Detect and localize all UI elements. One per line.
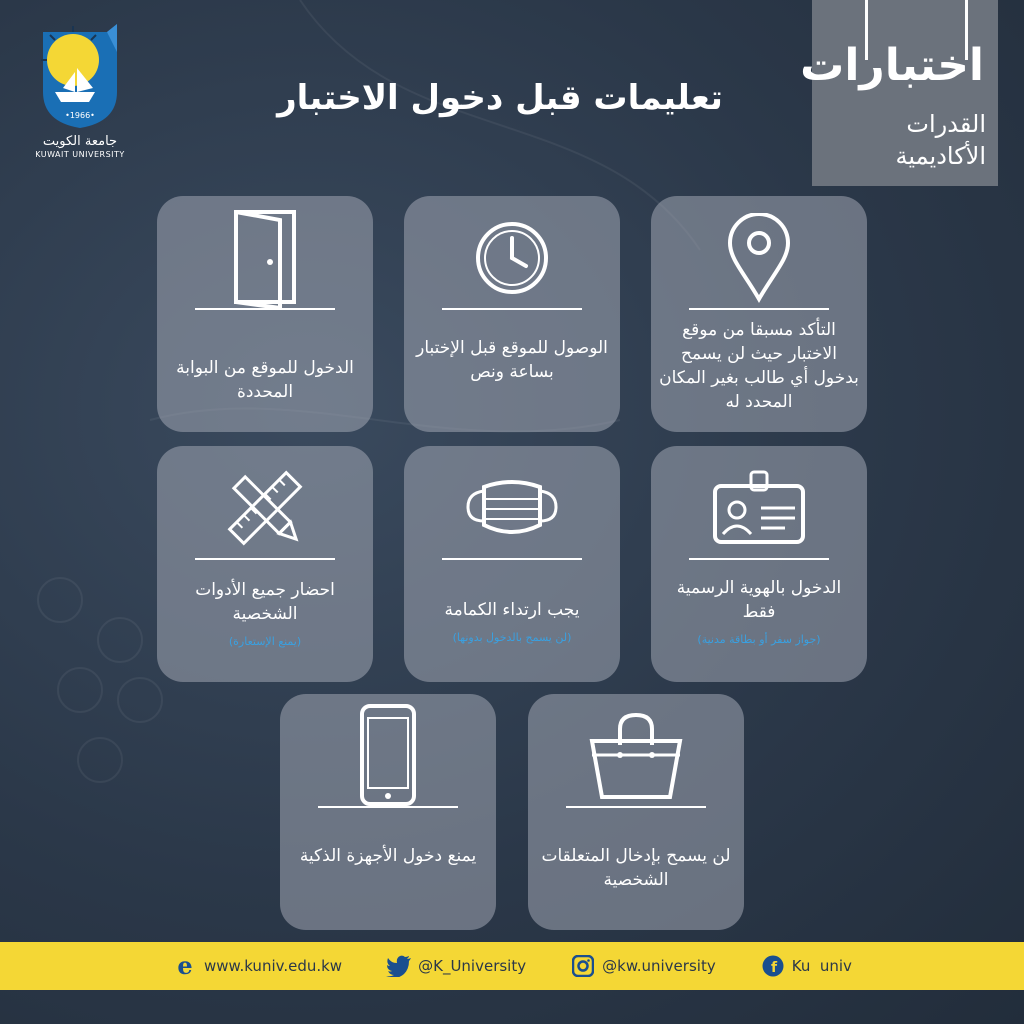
handbag-icon xyxy=(586,711,686,801)
card-divider xyxy=(195,558,335,560)
svg-text:f: f xyxy=(770,960,777,976)
card-note: (لن يسمح بالدخول بدونها) xyxy=(452,631,572,644)
corner-title: اختبارات xyxy=(800,40,984,91)
card-divider xyxy=(442,558,582,560)
instruction-card-mask xyxy=(404,446,620,682)
instagram-icon xyxy=(572,955,594,977)
smartphone-icon xyxy=(358,704,418,808)
card-divider xyxy=(689,308,829,310)
instruction-card-location xyxy=(651,196,867,432)
logo-year: •1966• xyxy=(65,111,95,120)
internet-explorer-icon xyxy=(172,953,198,979)
twitter-icon xyxy=(386,955,412,977)
footer-instagram[interactable] xyxy=(570,953,716,979)
aptitude-tests-box xyxy=(800,0,998,186)
svg-text:e: e xyxy=(177,953,193,979)
footer-website[interactable] xyxy=(172,953,342,979)
clock-icon xyxy=(472,218,552,298)
facebook-handle[interactable]: Ku univ xyxy=(791,957,852,975)
page-title: تعليمات قبل دخول الاختبار xyxy=(277,78,723,118)
facebook-icon xyxy=(762,955,784,977)
card-text: التأكد مسبقا من موقع الاختبار حيث لن يسمح بدخول أي طالب بغير المكان المحدد له xyxy=(659,320,859,412)
footer-bar xyxy=(0,942,1024,990)
face-mask-icon xyxy=(462,473,562,543)
university-emblem-icon xyxy=(35,22,125,130)
id-card-icon xyxy=(711,468,807,548)
card-text: لن يسمح بإدخال المتعلقات الشخصية xyxy=(541,846,731,890)
instruction-card-belongings xyxy=(528,694,744,930)
instruction-card-arrival xyxy=(404,196,620,432)
footer-twitter[interactable] xyxy=(386,953,526,979)
card-text: الوصول للموقع قبل الإختبار بساعة ونص xyxy=(416,338,608,382)
card-text: يمنع دخول الأجهزة الذكية xyxy=(299,846,477,866)
pencil-ruler-icon xyxy=(215,460,315,556)
logo-english-name: KUWAIT UNIVERSITY xyxy=(35,150,125,159)
instruction-card-gate xyxy=(157,196,373,432)
instagram-handle[interactable]: @kw.university xyxy=(602,957,716,975)
corner-subtitle-2: الأكاديمية xyxy=(895,142,986,170)
card-divider xyxy=(442,308,582,310)
corner-subtitle-1: القدرات xyxy=(906,110,986,138)
twitter-handle[interactable]: @K_University xyxy=(418,957,527,975)
location-pin-icon xyxy=(724,213,794,303)
instruction-card-id xyxy=(651,446,867,682)
door-icon xyxy=(230,208,300,308)
instruction-card-tools xyxy=(157,446,373,682)
card-text: الدخول بالهوية الرسمية فقط (جواز سفر أو بطاقة مدنية) xyxy=(659,576,859,652)
card-note: (يمنع الإستعارة) xyxy=(228,635,302,648)
card-text: الدخول للموقع من البوابة المحددة xyxy=(176,358,354,402)
instruction-card-devices xyxy=(280,694,496,930)
card-divider xyxy=(195,308,335,310)
card-divider xyxy=(318,806,458,808)
kuwait-university-logo xyxy=(30,22,130,159)
footer-facebook[interactable] xyxy=(760,953,852,979)
logo-arabic-name: جامعة الكويت xyxy=(42,134,118,149)
card-text: احضار جميع الأدوات الشخصية (يمنع الإستعارة) xyxy=(165,578,365,654)
card-divider xyxy=(689,558,829,560)
card-text: يجب ارتداء الكمامة (لن يسمح بالدخول بدونها) xyxy=(412,598,612,650)
website-link[interactable]: www.kuniv.edu.kw xyxy=(204,957,343,975)
card-note: (جواز سفر أو بطاقة مدنية) xyxy=(697,633,821,646)
card-divider xyxy=(566,806,706,808)
